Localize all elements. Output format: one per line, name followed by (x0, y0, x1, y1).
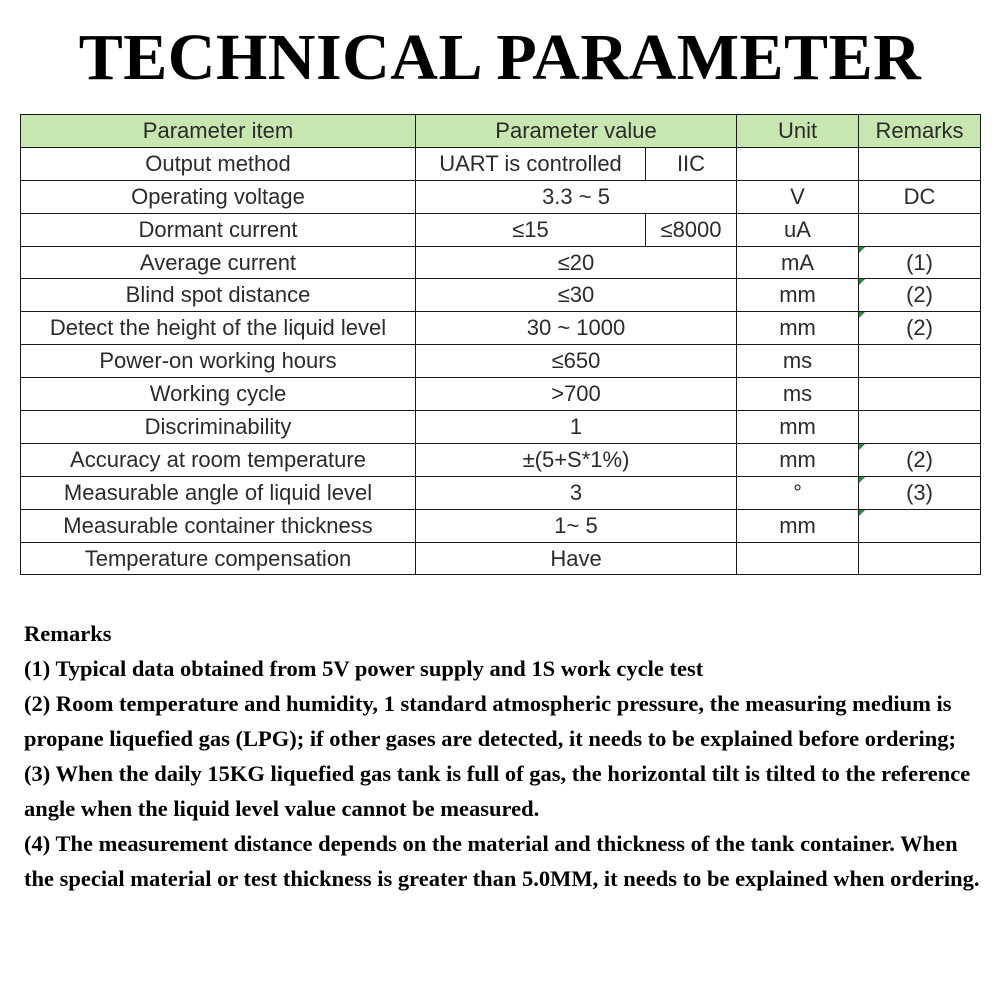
table-row (21, 476, 981, 509)
table-row (21, 312, 981, 345)
parameter-value-cell: ≤30 (416, 279, 737, 312)
table-row (21, 345, 981, 378)
remarks-heading: Remarks (24, 621, 112, 646)
parameter-item-cell: Detect the height of the liquid level (21, 312, 416, 345)
unit-cell: mm (737, 411, 859, 444)
table-row (21, 509, 981, 542)
unit-cell: ° (737, 476, 859, 509)
parameter-value-cell: 30 ~ 1000 (416, 312, 737, 345)
table-row (21, 443, 981, 476)
remark-cell (859, 411, 981, 444)
parameter-item-cell: Dormant current (21, 213, 416, 246)
parameter-value-cell: ≤15 (416, 213, 646, 246)
table-row (21, 147, 981, 180)
unit-cell: V (737, 180, 859, 213)
parameter-table (20, 114, 981, 575)
remark-cell: (3) (859, 476, 981, 509)
parameter-value-cell: 3 (416, 476, 737, 509)
table-row (21, 213, 981, 246)
remark-cell: (2) (859, 443, 981, 476)
table-header-row (21, 115, 981, 148)
unit-cell: mm (737, 443, 859, 476)
unit-cell (737, 147, 859, 180)
remark-note: (1) Typical data obtained from 5V power supply and 1S work cycle test (24, 656, 704, 681)
parameter-item-cell: Average current (21, 246, 416, 279)
parameter-item-cell: Power-on working hours (21, 345, 416, 378)
remark-note: (2) Room temperature and humidity, 1 standard atmospheric pressure, the measuring medium is propane liquefied gas (LPG); if other gases are detected, it needs to be explained before ordering; (24, 691, 956, 751)
table-row (21, 246, 981, 279)
parameter-item-cell: Accuracy at room temperature (21, 443, 416, 476)
parameter-item-cell: Discriminability (21, 411, 416, 444)
table-row (21, 279, 981, 312)
remark-cell (859, 213, 981, 246)
unit-cell (737, 542, 859, 575)
parameter-item-cell: Operating voltage (21, 180, 416, 213)
remarks-section (24, 616, 984, 896)
column-header-parameter-item: Parameter item (21, 115, 416, 148)
parameter-item-cell: Blind spot distance (21, 279, 416, 312)
parameter-item-cell: Output method (21, 147, 416, 180)
column-header-parameter-value: Parameter value (416, 115, 737, 148)
remark-cell: (1) (859, 246, 981, 279)
table-row (21, 180, 981, 213)
table-row (21, 542, 981, 575)
unit-cell: ms (737, 378, 859, 411)
unit-cell: ms (737, 345, 859, 378)
parameter-value-cell: ≤20 (416, 246, 737, 279)
parameter-value-cell: 1 (416, 411, 737, 444)
remark-cell (859, 509, 981, 542)
parameter-value-cell: UART is controlled (416, 147, 646, 180)
column-header-unit: Unit (737, 115, 859, 148)
unit-cell: mA (737, 246, 859, 279)
parameter-value-cell: Have (416, 542, 737, 575)
unit-cell: mm (737, 312, 859, 345)
parameter-item-cell: Working cycle (21, 378, 416, 411)
parameter-value-cell: >700 (416, 378, 737, 411)
parameter-value-cell: IIC (646, 147, 737, 180)
parameter-value-cell: ≤650 (416, 345, 737, 378)
remark-cell: (2) (859, 279, 981, 312)
remark-cell (859, 345, 981, 378)
unit-cell: uA (737, 213, 859, 246)
remark-cell: (2) (859, 312, 981, 345)
remark-note: (3) When the daily 15KG liquefied gas tank is full of gas, the horizontal tilt is tilted to the reference angle when the liquid level value cannot be measured. (24, 761, 971, 821)
table-row (21, 411, 981, 444)
parameter-value-cell: ≤8000 (646, 213, 737, 246)
remark-cell (859, 147, 981, 180)
page-title: TECHNICAL PARAMETER (78, 21, 922, 94)
remark-cell (859, 542, 981, 575)
parameter-item-cell: Measurable angle of liquid level (21, 476, 416, 509)
parameter-value-cell: 3.3 ~ 5 (416, 180, 737, 213)
parameter-value-cell: ±(5+S*1%) (416, 443, 737, 476)
remark-note: (4) The measurement distance depends on the material and thickness of the tank container. When the special material or test thickness is greater than 5.0MM, it needs to be explained when ordering. (24, 831, 980, 891)
table-row (21, 378, 981, 411)
unit-cell: mm (737, 279, 859, 312)
remark-cell: DC (859, 180, 981, 213)
parameter-value-cell: 1~ 5 (416, 509, 737, 542)
parameter-item-cell: Measurable container thickness (21, 509, 416, 542)
parameter-item-cell: Temperature compensation (21, 542, 416, 575)
remark-cell (859, 378, 981, 411)
unit-cell: mm (737, 509, 859, 542)
column-header-remarks: Remarks (859, 115, 981, 148)
